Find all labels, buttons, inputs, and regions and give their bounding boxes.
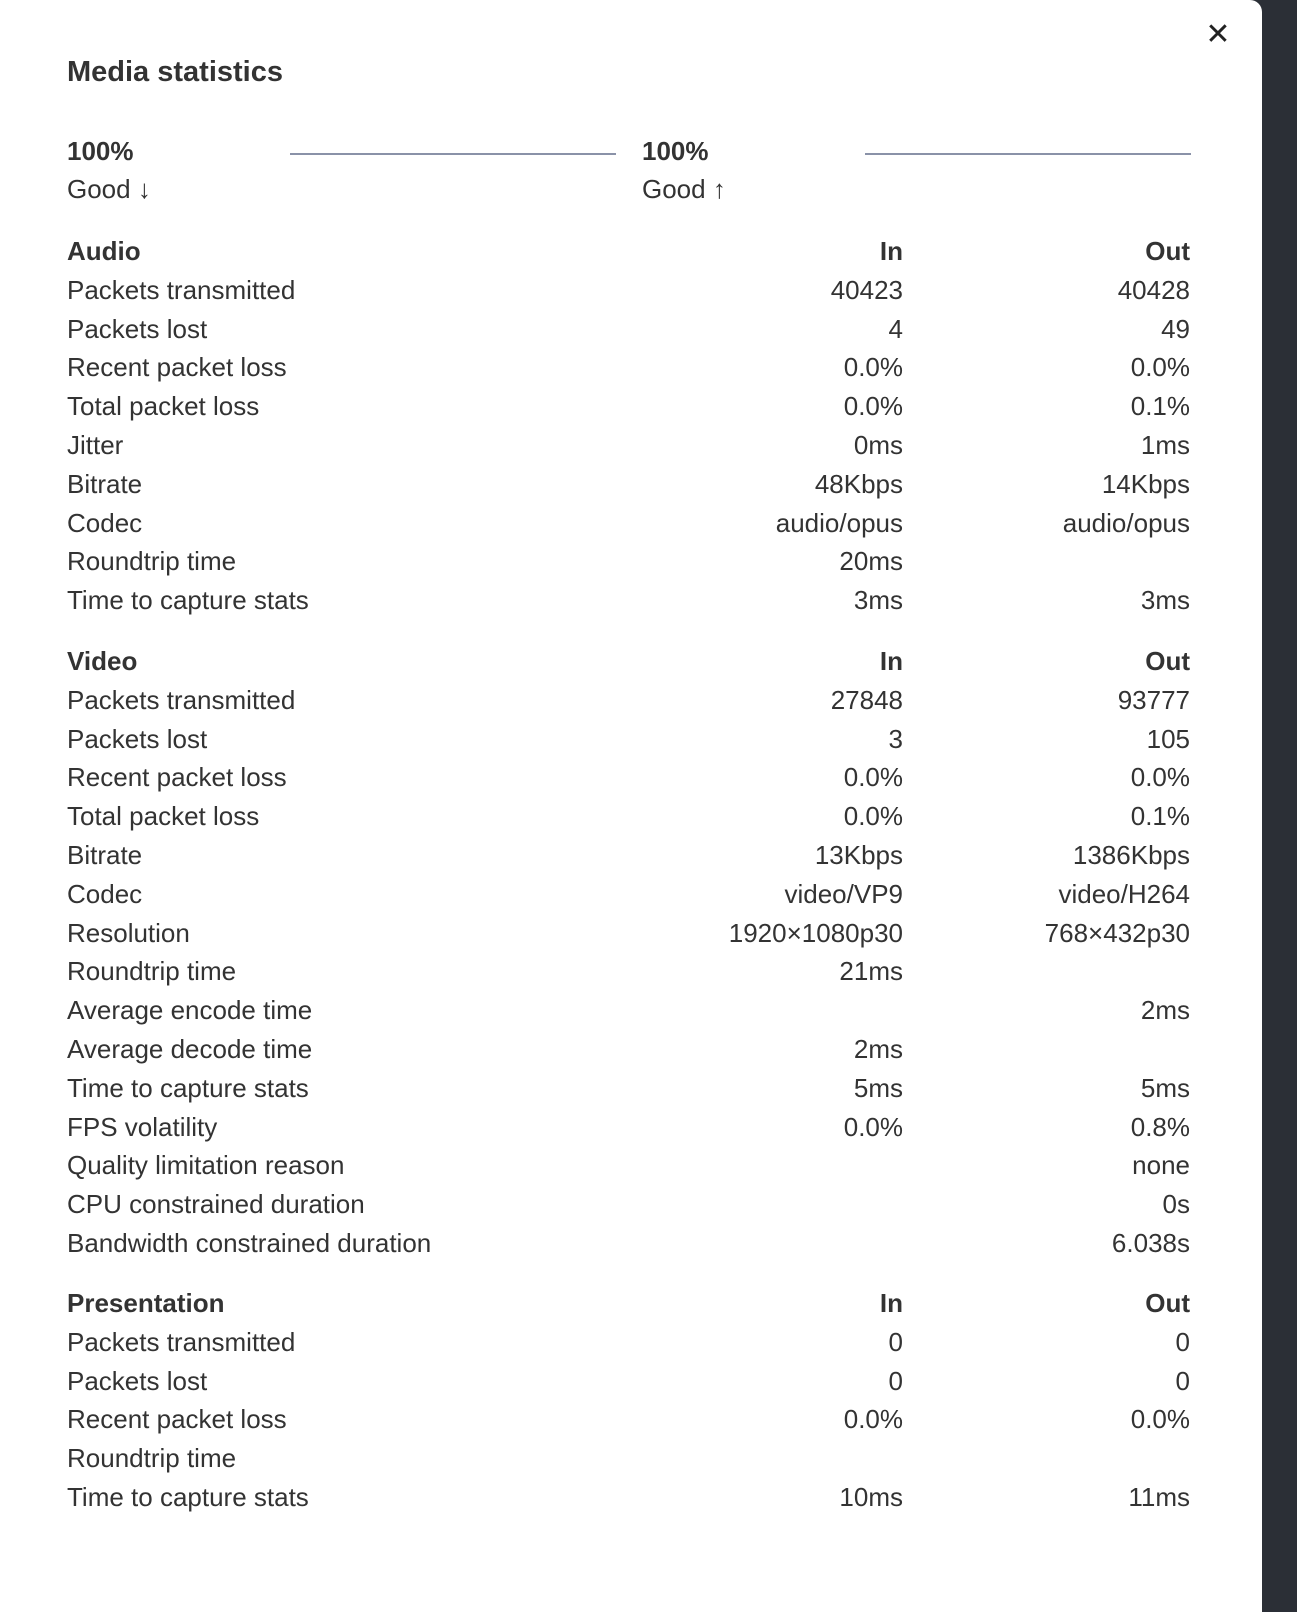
column-out: Out — [1145, 646, 1190, 676]
stat-in — [603, 991, 903, 1030]
stat-in: 0 — [888, 1365, 903, 1396]
quality-label: Good — [642, 174, 706, 204]
quality-sparkline — [865, 153, 1191, 155]
stat-in: video/VP9 — [784, 878, 903, 909]
stat-row — [67, 426, 1190, 465]
stat-out: 93777 — [1117, 684, 1190, 715]
section-header — [67, 232, 1190, 271]
stat-in: 21ms — [839, 956, 903, 987]
arrow-down-icon: ↓ — [137, 174, 151, 204]
stat-label: Recent packet loss — [67, 1404, 287, 1435]
stat-row — [67, 1323, 1190, 1362]
stat-out — [903, 952, 1190, 991]
column-in: In — [879, 236, 903, 266]
section-presentation — [67, 1284, 1190, 1517]
stat-label: Total packet loss — [67, 801, 260, 832]
section-title: Audio — [67, 236, 141, 266]
stat-in: 27848 — [830, 684, 903, 715]
stat-in: 0 — [888, 1326, 903, 1357]
stat-row — [67, 1185, 1190, 1224]
section-header — [67, 642, 1190, 681]
section-header — [67, 1284, 1190, 1323]
stat-out: 0.8% — [1130, 1111, 1190, 1142]
stat-in: 0.0% — [843, 801, 903, 832]
stat-in: audio/opus — [775, 507, 903, 538]
stat-label: FPS volatility — [67, 1111, 218, 1142]
stat-row — [67, 797, 1190, 836]
stat-out: 0.0% — [1130, 762, 1190, 793]
quality-out — [642, 136, 1202, 205]
stat-label: Time to capture stats — [67, 1481, 309, 1512]
stat-row — [67, 758, 1190, 797]
stat-in: 0.0% — [843, 1111, 903, 1142]
stat-row — [67, 465, 1190, 504]
column-out: Out — [1145, 236, 1190, 266]
stat-label: Average decode time — [67, 1033, 313, 1064]
stat-label: Roundtrip time — [67, 546, 237, 577]
stat-out: none — [1132, 1150, 1190, 1181]
stat-row — [67, 1146, 1190, 1185]
stat-in: 0.0% — [843, 391, 903, 422]
stat-out: 3ms — [1140, 585, 1190, 616]
stat-in — [603, 1146, 903, 1185]
stat-out: video/H264 — [1058, 878, 1190, 909]
stat-row — [67, 542, 1190, 581]
column-out: Out — [1145, 1288, 1190, 1318]
arrow-up-icon: ↑ — [712, 174, 726, 204]
dialog-title: Media statistics — [67, 56, 283, 88]
stat-in: 5ms — [853, 1072, 903, 1103]
stat-in: 0.0% — [843, 352, 903, 383]
stat-out: 5ms — [1140, 1072, 1190, 1103]
section-title: Presentation — [67, 1288, 225, 1318]
stat-in: 3ms — [853, 585, 903, 616]
stat-in: 1920×1080p30 — [728, 917, 903, 948]
stat-out: audio/opus — [1062, 507, 1190, 538]
stat-out: 40428 — [1117, 274, 1190, 305]
stat-out: 0 — [1175, 1365, 1190, 1396]
stat-row — [67, 991, 1190, 1030]
stat-in: 0.0% — [843, 1404, 903, 1435]
stat-in: 10ms — [839, 1481, 903, 1512]
stat-out: 0.0% — [1130, 352, 1190, 383]
stat-in: 3 — [888, 723, 903, 754]
stat-in: 2ms — [853, 1033, 903, 1064]
stat-row — [67, 1439, 1190, 1478]
stat-label: Packets transmitted — [67, 1326, 296, 1357]
stat-row — [67, 1108, 1190, 1147]
stat-out — [903, 542, 1190, 581]
stat-out — [903, 1030, 1190, 1069]
section-title: Video — [67, 646, 138, 676]
close-icon[interactable]: ✕ — [1205, 18, 1231, 51]
stat-label: Codec — [67, 507, 143, 538]
quality-percent: 100% — [642, 136, 709, 166]
quality-percent: 100% — [67, 136, 134, 166]
stat-row — [67, 504, 1190, 543]
stat-label: Quality limitation reason — [67, 1150, 345, 1181]
stat-label: Codec — [67, 878, 143, 909]
stat-row — [67, 271, 1190, 310]
stat-row — [67, 836, 1190, 875]
quality-in — [67, 136, 627, 205]
stat-out: 14Kbps — [1101, 468, 1190, 499]
stat-label: Packets lost — [67, 1365, 208, 1396]
stat-row — [67, 1030, 1190, 1069]
stat-label: Packets lost — [67, 313, 208, 344]
stat-row — [67, 1069, 1190, 1108]
stat-out: 0.1% — [1130, 391, 1190, 422]
quality-label: Good — [67, 174, 131, 204]
stat-label: Time to capture stats — [67, 1072, 309, 1103]
stat-label: Packets transmitted — [67, 274, 296, 305]
stat-out: 0.1% — [1130, 801, 1190, 832]
stat-out: 0s — [1162, 1189, 1190, 1220]
stat-row — [67, 875, 1190, 914]
stat-row — [67, 1362, 1190, 1401]
stat-in — [603, 1185, 903, 1224]
stat-row — [67, 914, 1190, 953]
stat-in: 4 — [888, 313, 903, 344]
stat-label: Recent packet loss — [67, 352, 287, 383]
column-in: In — [879, 646, 903, 676]
stat-row — [67, 1478, 1190, 1517]
stat-label: Bitrate — [67, 839, 143, 870]
stat-label: Resolution — [67, 917, 190, 948]
stat-row — [67, 387, 1190, 426]
stat-in: 0ms — [853, 429, 903, 460]
stat-label: Total packet loss — [67, 391, 260, 422]
column-in: In — [879, 1288, 903, 1318]
stat-row — [67, 1400, 1190, 1439]
stat-row — [67, 681, 1190, 720]
stat-out: 6.038s — [1111, 1227, 1190, 1258]
stat-label: Bandwidth constrained duration — [67, 1227, 432, 1258]
section-video — [67, 642, 1190, 1263]
stat-label: Packets lost — [67, 723, 208, 754]
stat-in: 48Kbps — [814, 468, 903, 499]
stat-label: Roundtrip time — [67, 956, 237, 987]
stat-out: 49 — [1161, 313, 1190, 344]
quality-sparkline — [290, 153, 616, 155]
stat-out: 11ms — [1128, 1481, 1190, 1512]
stat-out: 105 — [1146, 723, 1190, 754]
stat-label: Bitrate — [67, 468, 143, 499]
stat-in — [603, 1224, 903, 1263]
stat-row — [67, 720, 1190, 759]
stat-out: 2ms — [1140, 995, 1190, 1026]
stat-in: 13Kbps — [814, 839, 903, 870]
stat-label: Time to capture stats — [67, 585, 309, 616]
stat-out — [903, 1439, 1190, 1478]
stat-row — [67, 952, 1190, 991]
stat-in: 0.0% — [843, 762, 903, 793]
stat-row — [67, 310, 1190, 349]
stat-out: 1ms — [1140, 429, 1190, 460]
stat-out: 0 — [1175, 1326, 1190, 1357]
stat-label: Packets transmitted — [67, 684, 296, 715]
stat-label: Recent packet loss — [67, 762, 287, 793]
stat-label: CPU constrained duration — [67, 1189, 365, 1220]
stat-in: 20ms — [839, 546, 903, 577]
stat-out: 1386Kbps — [1072, 839, 1190, 870]
stat-row — [67, 581, 1190, 620]
stat-row — [67, 1224, 1190, 1263]
stat-in — [603, 1439, 903, 1478]
stat-label: Jitter — [67, 429, 124, 460]
stat-in: 40423 — [830, 274, 903, 305]
stat-label: Average encode time — [67, 995, 313, 1026]
stat-out: 768×432p30 — [1044, 917, 1190, 948]
stat-label: Roundtrip time — [67, 1443, 237, 1474]
section-audio — [67, 232, 1190, 620]
stat-out: 0.0% — [1130, 1404, 1190, 1435]
stat-row — [67, 348, 1190, 387]
